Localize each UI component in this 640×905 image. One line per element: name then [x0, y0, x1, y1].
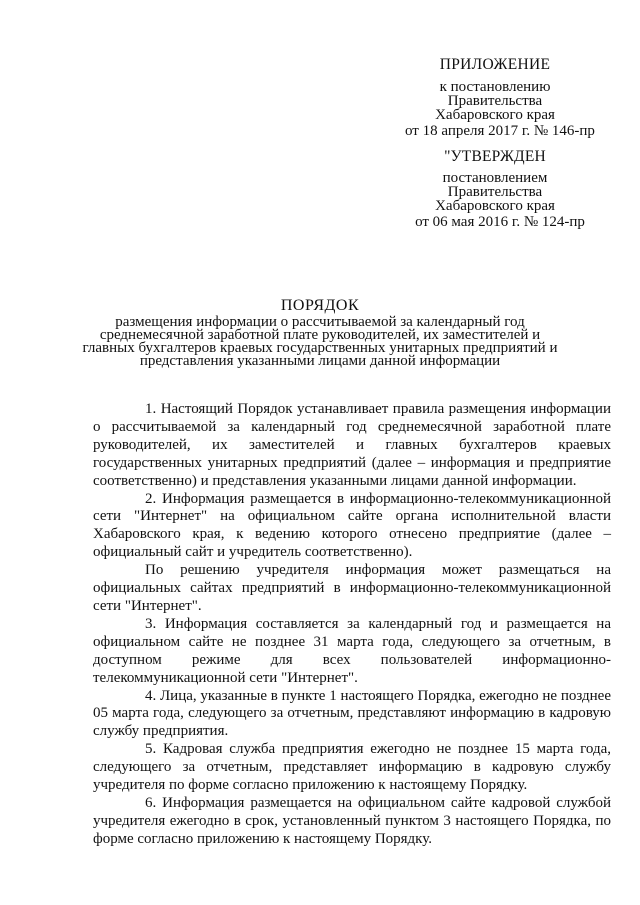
appendix-date-number: от 18 апреля 2017 г. № 146-пр: [405, 123, 595, 139]
paragraph-6: 6. Информация размещается на официальном сайте кадровой службой учредителя ежегодно в срок, установленный пунктом 3 настоящего Порядка, по форме согласно приложению к настоящему Порядку.: [93, 794, 611, 847]
appendix-line-3: Хабаровского края: [435, 107, 555, 123]
paragraph-4: 4. Лица, указанные в пункте 1 настоящего Порядка, ежегодно не позднее 05 марта года, следующего за отчетным, представляют информацию в кадровую службу предприятия.: [93, 687, 611, 740]
approved-title: "УТВЕРЖДЕН: [444, 148, 546, 165]
paragraph-3: 3. Информация составляется за календарный год и размещается на официальном сайте не позднее 31 марта года, следующего за отчетным, в доступном режиме для всех пользователей информационно-телекоммуникационной сети "Интернет".: [93, 615, 611, 686]
appendix-title: ПРИЛОЖЕНИЕ: [439, 56, 551, 73]
paragraph-2-continued: По решению учредителя информация может размещаться на официальных сайтах предприятий в информационно-телекоммуникационной сети "Интернет".: [93, 562, 611, 614]
document-body: [93, 401, 611, 849]
document-subtitle-line: главных бухгалтеров краевых государственных унитарных предприятий и: [82, 340, 558, 356]
document-subtitle-line: представления указанными лицами данной информации: [139, 353, 501, 369]
approved-line-1: постановлением: [442, 170, 548, 186]
approved-line-2: Правительства: [447, 184, 543, 200]
paragraph-2: 2. Информация размещается в информационно-телекоммуникационной сети "Интернет" на официальном сайте органа исполнительной власти Хабаровского края, к ведению которого отнесено предприятие (далее – официальный сайт и учредитель соответственно).: [93, 490, 611, 561]
approved-line-3: Хабаровского края: [435, 198, 555, 214]
document-title: ПОРЯДОК: [280, 297, 360, 314]
paragraph-1: 1. Настоящий Порядок устанавливает правила размещения информации о рассчитываемой за календарный год среднемесячной заработной плате руководителей, их заместителей и главных бухгалтеров краевых государственных унитарных предприятий (далее – информация и предприятие соответственно) и представления указанными лицами данной информации.: [93, 401, 611, 489]
paragraph-5: 5. Кадровая служба предприятия ежегодно не позднее 15 марта года, следующего за отчетным, представляет информацию в кадровую службу учредителя по форме согласно приложению к настоящему Порядку.: [93, 741, 611, 794]
appendix-line-2: Правительства: [447, 93, 543, 109]
document-subtitle-line: размещения информации о рассчитываемой за календарный год: [115, 314, 525, 330]
appendix-line-1: к постановлению: [439, 79, 551, 95]
approved-date-number: от 06 мая 2016 г. № 124-пр: [415, 214, 585, 230]
document-subtitle-line: среднемесячной заработной плате руководителей, их заместителей и: [99, 327, 541, 343]
